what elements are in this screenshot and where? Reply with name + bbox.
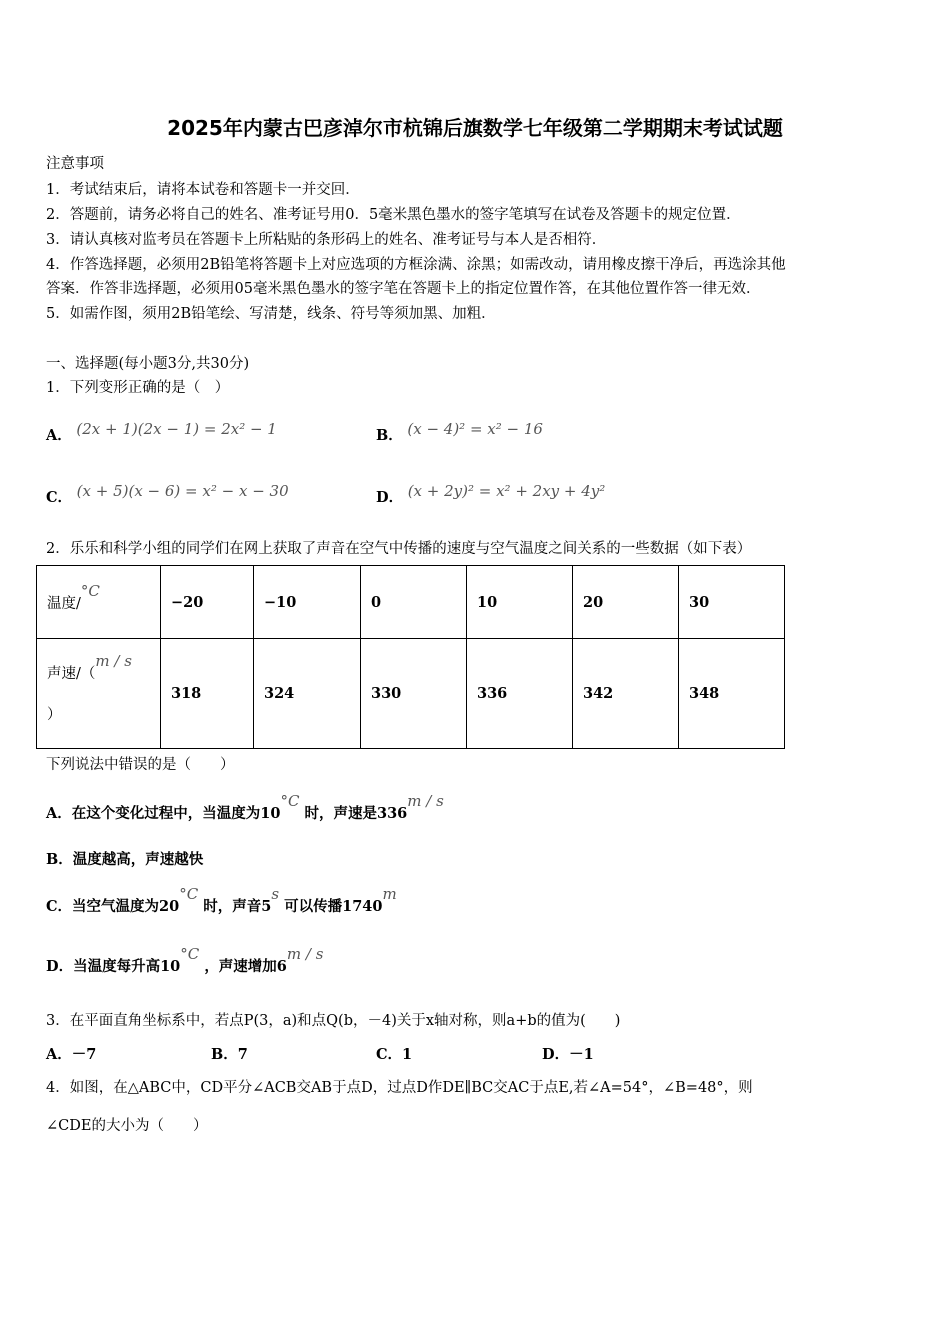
- q2-option-a: A．在这个变化过程中，当温度为10°C 时，声速是336m / s: [46, 792, 444, 822]
- q2-question: 下列说法中错误的是（ ）: [46, 757, 235, 773]
- q1-stem: 1．下列变形正确的是（ ）: [46, 380, 230, 396]
- page-title: 2025年内蒙古巴彦淖尔市杭锦后旗数学七年级第二学期期末考试试题: [167, 116, 783, 140]
- unit-meters-per-second: m / s: [286, 945, 324, 963]
- option-label: B．: [376, 427, 403, 444]
- notice-item: 4．作答选择题，必须用2B铅笔将答题卡上对应选项的方框涂满、涂黑；如需改动，请用橡皮擦干净后，再选涂其他: [46, 257, 786, 273]
- q2-option-d: D．当温度每升高10°C ，声速增加6m / s: [46, 945, 324, 975]
- option-expression: (2x + 1)(2x − 1) = 2x² − 1: [76, 420, 277, 438]
- unit-seconds: s: [271, 885, 280, 903]
- option-expression: (x + 2y)² = x² + 2xy + 4y²: [407, 482, 606, 500]
- table-cell: 20: [573, 566, 679, 639]
- table-cell: 336: [467, 639, 573, 749]
- table-cell: −20: [161, 566, 254, 639]
- notice-item: 2．答题前，请务必将自己的姓名、准考证号用0．5毫米黑色墨水的签字笔填写在试卷及答题卡的规定位置．: [46, 207, 741, 223]
- option-expression: (x + 5)(x − 6) = x² − x − 30: [76, 482, 289, 500]
- notice-item: 1．考试结束后，请将本试卷和答题卡一并交回．: [46, 182, 360, 198]
- row-header-speed: 声速/（m / s ）: [37, 639, 161, 749]
- table-cell: 318: [161, 639, 254, 749]
- option-label: A．: [46, 427, 72, 444]
- table-cell: 342: [573, 639, 679, 749]
- unit-celsius: °C: [179, 885, 199, 903]
- q1-option-b: [376, 420, 543, 445]
- unit-celsius: °C: [80, 581, 100, 600]
- notice-item: 5．如需作图，须用2B铅笔绘、写清楚，线条、符号等须加黑、加粗．: [46, 306, 496, 322]
- unit-meters-per-second: m / s: [95, 651, 132, 670]
- q3-option-a: A．－7: [46, 1046, 97, 1063]
- data-table: [36, 565, 785, 749]
- q4-stem-line1: 4．如图，在△ABC中，CD平分∠ACB交AB于点D，过点D作DE∥BC交AC于点E,若∠A=54°，∠B=48°，则: [46, 1080, 753, 1096]
- section-heading: 一、选择题(每小题3分,共30分): [46, 356, 250, 372]
- q4-stem-line2: ∠CDE的大小为（ ）: [46, 1118, 208, 1134]
- option-label: C．: [46, 489, 73, 506]
- table-cell: −10: [254, 566, 361, 639]
- q3-option-d: D．－1: [542, 1046, 594, 1063]
- table-cell: 0: [361, 566, 467, 639]
- row-header-temperature: 温度/°C: [37, 566, 161, 639]
- q2-option-c: C．当空气温度为20°C 时，声音5s 可以传播1740m: [46, 885, 397, 915]
- table-cell: 324: [254, 639, 361, 749]
- unit-celsius: °C: [180, 945, 200, 963]
- table-cell: 10: [467, 566, 573, 639]
- q3-option-c: C．1: [376, 1046, 413, 1063]
- unit-meters-per-second: m / s: [407, 792, 444, 810]
- notice-item: 3．请认真核对监考员在答题卡上所粘贴的条形码上的姓名、准考证号与本人是否相符．: [46, 232, 607, 248]
- q2-option-b: B．温度越高，声速越快: [46, 851, 204, 868]
- q1-option-a: [46, 420, 277, 445]
- table-row: [37, 566, 785, 639]
- q3-option-b: B．7: [211, 1046, 248, 1063]
- table-cell: 330: [361, 639, 467, 749]
- q2-stem: 2．乐乐和科学小组的同学们在网上获取了声音在空气中传播的速度与空气温度之间关系的一些数据（如下表）: [46, 541, 752, 557]
- option-label: D．: [376, 489, 404, 506]
- table-row: [37, 639, 785, 749]
- table-cell: 30: [679, 566, 785, 639]
- notice-heading: 注意事项: [46, 156, 104, 172]
- option-expression: (x − 4)² = x² − 16: [407, 420, 543, 438]
- q3-stem: 3．在平面直角坐标系中，若点P(3，a)和点Q(b，－4)关于x轴对称，则a+b的值为( ): [46, 1013, 621, 1029]
- notice-item: 答案．作答非选择题，必须用05毫米黑色墨水的签字笔在答题卡上的指定位置作答，在其他位置作答一律无效．: [46, 281, 761, 297]
- q1-option-d: [376, 482, 606, 507]
- unit-meters: m: [382, 885, 397, 903]
- table-cell: 348: [679, 639, 785, 749]
- q1-option-c: [46, 482, 289, 507]
- unit-celsius: °C: [280, 792, 300, 810]
